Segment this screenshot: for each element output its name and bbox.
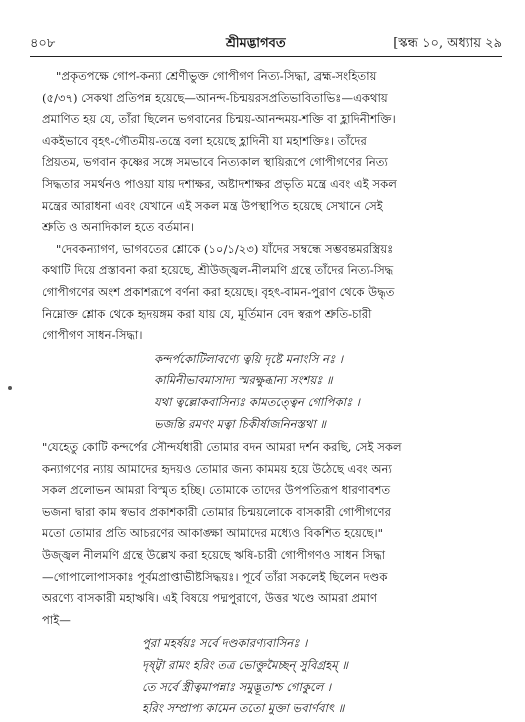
text-line: প্রমাণিত হয় যে, তাঁরা ছিলেন ভগবানের চিন্ময়-আনন্দময়-শক্তি বা হ্লাদিনীশক্তি। bbox=[42, 112, 396, 127]
chapter-reference: [স্কন্ধ ১০, অধ্যায় ২৯ bbox=[393, 36, 502, 51]
text-line: অরণ্যে বাসকারী মহাঋষি। এই বিষয়ে পদ্মপুরাণে, উত্তর খণ্ডে আমরা প্রমাণ bbox=[42, 591, 377, 606]
margin-dot bbox=[8, 386, 12, 390]
sanskrit-verse-2 bbox=[42, 633, 498, 719]
verse-line: তে সর্বে স্ত্রীত্বমাপন্নাঃ সমুদ্ভূতাশ্চ গোকুলে । bbox=[142, 679, 332, 694]
text-line: মন্ত্রের আরাধনা এবং যেখানে এই সকল মন্ত্র উপস্থাপিত হয়েছে সেখানে সেই bbox=[42, 198, 383, 213]
verse-line: পুরা মহর্ষয়ঃ সর্বে দণ্ডকারণ্যবাসিনঃ । bbox=[142, 636, 308, 651]
header-rule bbox=[30, 56, 502, 57]
text-line: সিদ্ধতার সমর্থনও পাওয়া যায় দশাক্ষর, অষ্টাদশাক্ষর প্রভৃতি মন্ত্রে এবং এই সকল bbox=[42, 176, 397, 191]
purport-paragraph-1 bbox=[42, 66, 498, 239]
text-line: প্রিয়তম, ভগবান কৃষ্ণের সঙ্গে সমভাবে নিত্যকাল স্থায়িরূপে গোপীগণের নিত্য bbox=[42, 155, 388, 170]
text-line: মতো তোমার প্রতি আচরণের আকাঙ্ক্ষা আমাদের মধ্যেও বিকশিত হয়েছে।" bbox=[42, 526, 384, 541]
verse-line: যথা ত্বল্লোকবাসিন্যঃ কামতত্ত্বেন গোপিকাঃ । bbox=[154, 394, 360, 409]
running-header bbox=[30, 34, 502, 54]
text-line: ভজনা দ্বারা কাম স্বভাব প্রকাশকারী তোমার চিন্ময়লোকে বাসকারী গোপীগণের bbox=[42, 504, 392, 519]
text-line: কন্যাগণের ন্যায় আমাদের হৃদয়ও তোমার জন্য কামময় হয়ে উঠেছে এবং অন্য bbox=[42, 461, 392, 476]
verse-line: ভজন্তি রমণং মত্বা চিকীর্ষাজনিনস্তথা ॥ bbox=[154, 416, 326, 431]
book-title: শ্রীমদ্ভাগবত bbox=[226, 36, 286, 51]
text-line: শ্রুতি ও অনাদিকাল হতে বর্তমান। bbox=[42, 220, 194, 235]
page-body bbox=[42, 66, 498, 722]
purport-paragraph-3 bbox=[42, 437, 498, 631]
text-line: "দেবকন্যাগণ, ভাগবতের শ্লোকে (১০/১/২৩) যাঁদের সম্বন্ধে সম্ভবন্তমরস্ত্রিয়ঃ bbox=[56, 241, 394, 256]
verse-line: দৃষ্ট্বা রামং হরিং তত্র ভোক্তুমৈচ্ছন্ সুবিগ্রহম্ ॥ bbox=[142, 658, 348, 673]
text-line: "প্রকৃতপক্ষে গোপ-কন্যা শ্রেণীভুক্ত গোপীগণ নিত্য-সিদ্ধা, ব্রহ্ম-সংহিতায় bbox=[56, 69, 377, 83]
verse-line: কামিনীভাবমাসাদ্য স্মরক্ষুব্ধান্য সংশয়ঃ ॥ bbox=[154, 373, 333, 388]
text-line: (৫/৩৭) সেকথা প্রতিপন্ন হয়েছে—আনন্দ-চিন্ময়রসপ্রতিভাবিতাভিঃ—একথায় bbox=[42, 90, 388, 105]
sanskrit-verse-1 bbox=[42, 349, 498, 435]
text-line: একইভাবে বৃহৎ-গৌতমীয়-তন্ত্রে বলা হয়েছে হ্লাদিনী যা মহাশক্তিঃ। তাঁদের bbox=[42, 133, 367, 148]
text-line: সকল প্রলোভন আমরা বিস্মৃত হচ্ছি। তোমাকে তাদের উপপতিরূপ ধারণাবশত bbox=[42, 483, 391, 498]
purport-paragraph-2 bbox=[42, 239, 498, 347]
text-line: পাই— bbox=[42, 612, 71, 627]
text-line: —গোপালোপাসকাঃ পূর্বমপ্রাপ্তাভীষ্টসিদ্ধয়ঃ। পূর্বে তাঁরা সকলেই ছিলেন দণ্ডক bbox=[42, 569, 388, 584]
text-line: গোপীগণ সাধন-সিদ্ধা। bbox=[42, 328, 143, 343]
text-line: গোপীগণের অংশ প্রকাশরূপে বর্ণনা করা হয়েছে। বৃহৎ-বামন-পুরাণ থেকে উদ্ধৃত bbox=[42, 284, 395, 299]
verse-line: কন্দর্পকোটিলাবণ্যে ত্বয়ি দৃষ্টে মনাংসি নঃ । bbox=[154, 351, 343, 366]
text-line: কথাটি দিয়ে প্রস্তাবনা করা হয়েছে, শ্রীউজ্জ্বল-নীলমণি গ্রন্থে তাঁদের নিত্য-সিদ্ধ bbox=[42, 263, 394, 278]
page-number: ৪০৮ bbox=[30, 36, 56, 51]
text-line: "যেহেতু কোটি কন্দর্পের সৌন্দর্যধারী তোমার বদন আমরা দর্শন করছি, সেই সকল bbox=[42, 440, 402, 455]
verse-line: হরিং সম্প্রাপ্য কামেন ততো মুক্তা ভবার্ণবাৎ ॥ bbox=[142, 701, 345, 716]
text-line: উজ্জ্বল নীলমণি গ্রন্থে উল্লেখ করা হয়েছে ঋষি-চারী গোপীগণও সাধন সিদ্ধা bbox=[42, 548, 386, 563]
text-line: নিম্নোক্ত শ্লোক থেকে হৃদয়ঙ্গম করা যায় যে, মূর্তিমান বেদ স্বরূপ শ্রুতি-চারী bbox=[42, 306, 372, 321]
